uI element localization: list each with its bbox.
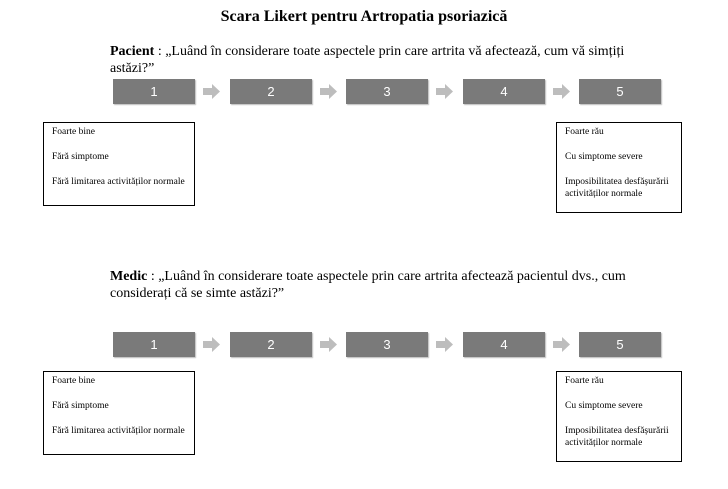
- patient-scale-step-1[interactable]: 1: [113, 79, 195, 104]
- descriptor-line: Fără limitarea activităților normale: [52, 177, 185, 187]
- patient-scale-step-3[interactable]: 3: [346, 79, 428, 104]
- physician-scale: [113, 332, 661, 357]
- descriptor-line: Foarte rău: [565, 127, 604, 137]
- arrow-right-icon: [320, 336, 337, 353]
- descriptor-line: Foarte bine: [52, 376, 96, 386]
- physician-question: [110, 268, 670, 302]
- physician-scale-step-1[interactable]: 1: [113, 332, 195, 357]
- descriptor-line: Foarte bine: [52, 127, 96, 137]
- physician-scale-step-2[interactable]: 2: [230, 332, 312, 357]
- descriptor-line: Cu simptome severe: [565, 401, 643, 411]
- patient-scale-step-4[interactable]: 4: [463, 79, 545, 104]
- descriptor-line: Cu simptome severe: [565, 152, 643, 162]
- arrow-right-icon: [553, 83, 570, 100]
- arrow-right-icon: [553, 336, 570, 353]
- arrow-right-icon: [203, 83, 220, 100]
- physician-scale-step-5[interactable]: 5: [579, 332, 661, 357]
- physician-label: Medic: [110, 269, 148, 284]
- physician-scale-step-4[interactable]: 4: [463, 332, 545, 357]
- patient-worst-descriptor: [556, 122, 682, 213]
- physician-best-descriptor: [43, 371, 195, 455]
- patient-question: [110, 43, 670, 77]
- patient-scale-step-5[interactable]: 5: [579, 79, 661, 104]
- physician-worst-descriptor: [556, 371, 682, 462]
- patient-scale: [113, 79, 661, 104]
- patient-label: Pacient: [110, 44, 155, 59]
- arrow-right-icon: [320, 83, 337, 100]
- descriptor-line: Imposibilitatea desfășurării activităților normale: [565, 177, 669, 199]
- page-title: Scara Likert pentru Artropatia psoriazică: [220, 8, 508, 25]
- descriptor-line: Fără simptome: [52, 401, 109, 411]
- physician-question-text: : „Luând în considerare toate aspectele prin care artrita afectează pacientul dvs., cum considerați că se simte astăzi?”: [110, 269, 626, 301]
- arrow-right-icon: [203, 336, 220, 353]
- descriptor-line: Imposibilitatea desfășurării activităților normale: [565, 426, 669, 448]
- physician-scale-step-3[interactable]: 3: [346, 332, 428, 357]
- arrow-right-icon: [436, 83, 453, 100]
- descriptor-line: Fără simptome: [52, 152, 109, 162]
- patient-question-text: : „Luând în considerare toate aspectele prin care artrita vă afectează, cum vă simțiți astăzi?”: [110, 44, 625, 76]
- patient-best-descriptor: [43, 122, 195, 206]
- arrow-right-icon: [436, 336, 453, 353]
- descriptor-line: Foarte rău: [565, 376, 604, 386]
- descriptor-line: Fără limitarea activităților normale: [52, 426, 185, 436]
- patient-scale-step-2[interactable]: 2: [230, 79, 312, 104]
